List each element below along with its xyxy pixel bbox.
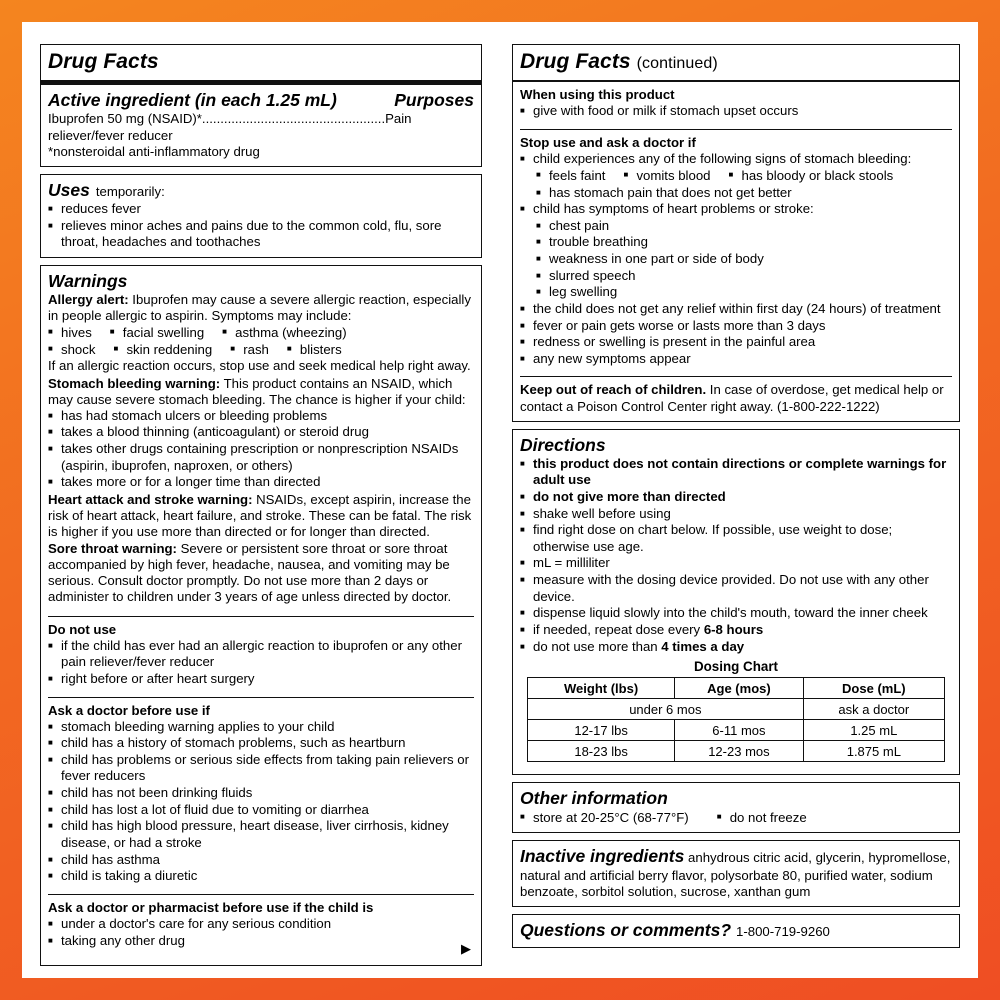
list-item: ■ takes more or for a longer time than directed [48, 474, 474, 491]
list-item: ■ blisters [287, 341, 342, 358]
title-text: Drug Facts [520, 50, 631, 73]
list-item: ■ shock [48, 341, 95, 358]
stop-use-heading: Stop use and ask a doctor if [520, 134, 696, 150]
other-information-list [520, 809, 952, 826]
keep-out-text: In case of overdose, get medical help or contact a Poison Control Center right away. (1-800-222-1222) [520, 382, 944, 414]
allergy-symptoms-row-1 [48, 324, 474, 341]
allergy-alert-label: Allergy alert: [48, 291, 129, 307]
list-item: ■ this product does not contain directions or complete warnings for adult use [520, 456, 952, 489]
continue-arrow-icon: ▶ [461, 941, 471, 957]
list-item: ■ feels faint [536, 167, 605, 184]
ask-pharmacist-heading: Ask a doctor or pharmacist before use if the child is [48, 899, 374, 915]
allergy-symptoms-row-2 [48, 341, 474, 358]
list-item: ■ do not freeze [717, 809, 807, 826]
table-row [528, 720, 945, 741]
directions-heading: Directions [520, 434, 606, 455]
text-bold: 4 times a day [661, 638, 745, 654]
list-item: ■ give with food or milk if stomach upset occurs [520, 103, 952, 120]
list-item: ■ child has problems or serious side effects from taking pain relievers or fever reducers [48, 752, 474, 785]
list-item: ■ asthma (wheezing) [222, 324, 346, 341]
list-item: ■ has stomach pain that does not get better [520, 185, 952, 202]
list-item: ■ child has not been drinking fluids [48, 785, 474, 802]
questions-phone[interactable]: 1-800-719-9260 [736, 923, 830, 939]
stomach-warning-list [48, 408, 474, 491]
cell-weight: 12-17 lbs [528, 720, 675, 741]
list-item: ■ takes a blood thinning (anticoagulant) or steroid drug [48, 424, 474, 441]
column-header: Weight (lbs) [528, 678, 675, 699]
list-item: ■ child has symptoms of heart problems or stroke: [520, 201, 952, 218]
column-header: Age (mos) [675, 678, 803, 699]
panel-active-ingredient [40, 44, 482, 167]
cell-dose: 1.875 mL [803, 741, 944, 762]
allergy-alert-text: Ibuprofen may cause a severe allergic reaction, especially in people allergic to aspirin. Symptoms may include: [48, 291, 471, 324]
panel-directions [512, 429, 960, 776]
text: do not use more than [533, 638, 662, 654]
page-title: Drug Facts [48, 50, 159, 73]
list-item: ■ chest pain [520, 218, 952, 235]
table-header-row [528, 678, 945, 699]
list-item: ■ hives [48, 324, 92, 341]
column-header: Dose (mL) [803, 678, 944, 699]
list-item: ■ reduces fever [48, 201, 474, 218]
list-item: ■ dispense liquid slowly into the child's mouth, toward the inner cheek [520, 605, 952, 622]
cell-age: 6-11 mos [675, 720, 803, 741]
throat-warning-text: Severe or persistent sore throat or sore throat accompanied by high fever, headache, nausea, and vomiting may be serious. Consult doctor promptly. Do not use more than 2 days or administer to children under 3 years of age unless directed by doctor. [48, 541, 452, 605]
list-item: ■ takes other drugs containing prescription or nonprescription NSAIDs (aspirin, ibuprofen, naproxen, or others) [48, 441, 474, 474]
uses-heading: Uses [48, 180, 90, 201]
list-item: ■ slurred speech [520, 268, 952, 285]
list-item: ■ skin reddening [113, 341, 212, 358]
ask-pharmacist-list [48, 916, 474, 949]
list-item: ■ child is taking a diuretic [48, 868, 474, 885]
list-item: ■ child has lost a lot of fluid due to vomiting or diarrhea [48, 802, 474, 819]
do-not-use-list [48, 638, 474, 688]
list-item: ■ weakness in one part or side of body [520, 251, 952, 268]
panel-uses [40, 174, 482, 258]
list-item: ■ rash [230, 341, 269, 358]
list-item: ■ any new symptoms appear [520, 351, 952, 368]
list-item: ■ store at 20-25°C (68-77°F) [520, 809, 689, 826]
ask-doctor-list [48, 719, 474, 885]
list-item [520, 622, 952, 639]
panel-continued [512, 44, 960, 422]
list-item: ■ leg swelling [520, 284, 952, 301]
list-item: ■ child has asthma [48, 852, 474, 869]
active-ingredient-heading: Active ingredient (in each 1.25 mL) [48, 90, 337, 110]
questions-heading: Questions or comments? [520, 919, 732, 940]
list-item: ■ trouble breathing [520, 234, 952, 251]
list-item: ■ redness or swelling is present in the painful area [520, 334, 952, 351]
list-item: ■ stomach bleeding warning applies to your child [48, 719, 474, 736]
stomach-warning-text: This product contains an NSAID, which may cause severe stomach bleeding. The chance is higher if your child: [48, 375, 466, 407]
list-item [520, 639, 952, 656]
list-item: ■ if the child has ever had an allergic reaction to ibuprofen or any other pain reliever/fever reducer [48, 638, 474, 671]
list-item: ■ find right dose on chart below. If possible, use weight to dose; otherwise use age. [520, 522, 952, 555]
panel-warnings [40, 265, 482, 966]
left-column [22, 22, 500, 978]
cell-dose: ask a doctor [803, 699, 944, 720]
keep-out-label: Keep out of reach of children. [520, 382, 707, 398]
list-item: ■ facial swelling [110, 324, 204, 341]
list-item: ■ vomits blood [623, 167, 710, 184]
drug-facts-label [22, 22, 978, 978]
list-item: ■ relieves minor aches and pains due to the common cold, flu, sore throat, headaches and toothaches [48, 218, 474, 251]
text: if needed, repeat dose every [533, 621, 704, 637]
uses-subtext: temporarily: [95, 184, 165, 200]
panel-other-information [512, 782, 960, 833]
cell-age-span: under 6 mos [528, 699, 804, 720]
heart-warning-label: Heart attack and stroke warning: [48, 491, 253, 507]
purposes-heading: Purposes [394, 90, 474, 110]
dosing-chart-table [527, 677, 945, 762]
list-item: ■ mL = milliliter [520, 555, 952, 572]
directions-list [520, 456, 952, 656]
cell-age: 12-23 mos [675, 741, 803, 762]
when-using-list [520, 103, 952, 120]
throat-warning-label: Sore throat warning: [48, 541, 177, 557]
heart-warning-text: NSAIDs, except aspirin, increase the risk of heart attack, heart failure, and stroke. These can be fatal. The risk is higher if you use more than directed or for longer than directed. [48, 491, 472, 540]
uses-list [48, 201, 474, 251]
stomach-bleeding-signs-row [520, 167, 952, 184]
list-item: ■ child has a history of stomach problems, such as heartburn [48, 735, 474, 752]
list-item: ■ right before or after heart surgery [48, 671, 474, 688]
list-item: ■ has had stomach ulcers or bleeding problems [48, 408, 474, 425]
active-ingredient-line: Ibuprofen 50 mg (NSAID)*..................................................Pain reliever/fever reducer [48, 111, 412, 143]
cell-weight: 18-23 lbs [528, 741, 675, 762]
inactive-ingredients-heading: Inactive ingredients [520, 846, 685, 867]
list-item: ■ has bloody or black stools [729, 167, 894, 184]
warnings-heading: Warnings [48, 270, 128, 291]
list-item: ■ taking any other drug [48, 933, 474, 950]
right-column [500, 22, 978, 978]
list-item: ■ measure with the dosing device provided. Do not use with any other device. [520, 572, 952, 605]
list-item: ■ the child does not get any relief within first day (24 hours) of treatment [520, 301, 952, 318]
table-row [528, 699, 945, 720]
ask-doctor-heading: Ask a doctor before use if [48, 702, 210, 718]
panel-inactive-ingredients [512, 840, 960, 907]
list-item: ■ child has high blood pressure, heart disease, liver cirrhosis, kidney disease, or had a stroke [48, 818, 474, 851]
allergy-after-text: If an allergic reaction occurs, stop use and seek medical help right away. [48, 358, 471, 374]
active-ingredient-footnote: *nonsteroidal anti-inflammatory drug [48, 144, 260, 159]
list-item: ■ do not give more than directed [520, 489, 952, 506]
text-bold: 6-8 hours [703, 621, 764, 637]
table-row [528, 741, 945, 762]
list-item: ■ shake well before using [520, 506, 952, 523]
stomach-warning-label: Stomach bleeding warning: [48, 375, 221, 391]
other-information-heading: Other information [520, 788, 668, 809]
cell-dose: 1.25 mL [803, 720, 944, 741]
when-using-heading: When using this product [520, 87, 675, 102]
panel-questions [512, 914, 960, 948]
dosing-chart-title: Dosing Chart [693, 659, 779, 675]
list-item: ■ under a doctor's care for any serious condition [48, 916, 474, 933]
do-not-use-heading: Do not use [48, 621, 117, 637]
inactive-ingredients-text: anhydrous citric acid, glycerin, hypromellose, natural and artificial berry flavor, polysorbate 80, purified water, sodium benzoate, sorbitol solution, sucrose, xanthan gum [520, 850, 951, 899]
list-item: ■ child experiences any of the following signs of stomach bleeding: [520, 151, 952, 168]
title-continued-text: (continued) [636, 55, 718, 72]
list-item: ■ fever or pain gets worse or lasts more than 3 days [520, 318, 952, 335]
page-title-continued [520, 50, 952, 74]
stop-use-list [520, 151, 952, 368]
